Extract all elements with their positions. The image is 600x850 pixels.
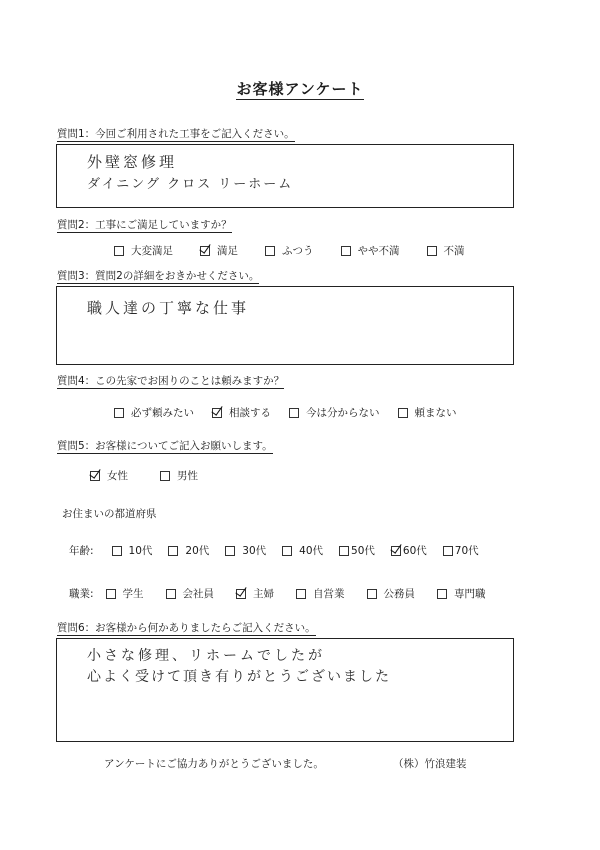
checkbox[interactable] (168, 546, 178, 556)
option-will-not-request[interactable]: 頼まない (398, 405, 457, 420)
prefecture-label: お住まいの都道府県 (62, 508, 157, 520)
thanks-message: アンケートにご協力ありがとうございました。 (104, 758, 324, 770)
question-4-label: 質問4：この先家でお困りのことは頼みますか？ (57, 375, 285, 387)
question-2-label: 質問2：工事にご満足していますか？ (57, 219, 232, 231)
option-age-50s[interactable]: 50代 (339, 543, 375, 558)
option-undecided[interactable]: 今は分からない (289, 405, 380, 420)
question-2-options (114, 243, 465, 258)
option-job-employee[interactable]: 会社員 (166, 586, 215, 601)
option-very-satisfied[interactable]: 大変満足 (114, 243, 173, 258)
checkbox[interactable] (114, 246, 124, 256)
option-age-30s[interactable]: 30代 (225, 543, 266, 558)
checkbox-checked[interactable] (90, 471, 100, 481)
question-6-answer-line-1: 小さな修理、リホームでしたが (87, 648, 325, 664)
checkbox[interactable] (114, 408, 124, 418)
option-consult[interactable]: 相談する (212, 405, 271, 420)
option-job-self-employed[interactable]: 自営業 (296, 586, 345, 601)
question-3-label: 質問3：質問2の詳細をおきかせください。 (57, 270, 260, 282)
checkbox-checked[interactable] (200, 246, 210, 256)
question-4-options (114, 405, 457, 420)
job-row (69, 586, 486, 601)
option-job-specialist[interactable]: 専門職 (437, 586, 486, 601)
checkbox[interactable] (443, 546, 453, 556)
checkbox[interactable] (398, 408, 408, 418)
option-female[interactable]: 女性 (90, 468, 128, 483)
checkbox[interactable] (339, 546, 349, 556)
option-job-student[interactable]: 学生 (106, 586, 144, 601)
gender-options (90, 468, 198, 483)
checkbox-checked[interactable] (391, 546, 401, 556)
option-normal[interactable]: ふつう (265, 243, 314, 258)
question-3-answer: 職人達の丁寧な仕事 (87, 299, 250, 317)
checkbox[interactable] (106, 589, 116, 599)
company-name: （株）竹浪建装 (393, 758, 467, 770)
option-age-10s[interactable]: 10代 (112, 543, 153, 558)
checkbox[interactable] (289, 408, 299, 418)
checkbox[interactable] (367, 589, 377, 599)
question-6-answer-line-2: 心よく受けて頂き有りがとうございました (87, 669, 391, 685)
age-row (69, 543, 479, 558)
page-title: お客様アンケート (236, 80, 364, 98)
option-male[interactable]: 男性 (160, 468, 198, 483)
checkbox[interactable] (112, 546, 122, 556)
question-1-label: 質問1：今回ご利用された工事をご記入ください。 (57, 128, 295, 140)
option-definitely-request[interactable]: 必ず頼みたい (114, 405, 194, 420)
question-1-answer-box[interactable] (56, 144, 514, 208)
option-age-70s[interactable]: 70代 (443, 543, 479, 558)
question-1-answer-line-1: 外壁窓修理 (87, 153, 178, 171)
checkbox-checked[interactable] (236, 589, 246, 599)
option-age-60s[interactable]: 60代 (391, 543, 427, 558)
checkbox[interactable] (427, 246, 437, 256)
checkbox[interactable] (225, 546, 235, 556)
question-1-answer-line-2: ダイニング クロス リーホーム (87, 177, 294, 192)
job-label: 職業: (69, 588, 94, 600)
checkbox[interactable] (160, 471, 170, 481)
checkbox[interactable] (166, 589, 176, 599)
checkbox[interactable] (437, 589, 447, 599)
checkbox[interactable] (296, 589, 306, 599)
option-somewhat-dissatisfied[interactable]: やや不満 (341, 243, 400, 258)
checkbox-checked[interactable] (212, 408, 222, 418)
question-5-label: 質問5：お客様についてご記入お願いします。 (57, 440, 273, 452)
option-age-20s[interactable]: 20代 (168, 543, 209, 558)
question-3-answer-box[interactable] (56, 286, 514, 365)
option-dissatisfied[interactable]: 不満 (427, 243, 465, 258)
option-job-civil-servant[interactable]: 公務員 (367, 586, 416, 601)
age-label: 年齢: (69, 545, 94, 557)
checkbox[interactable] (341, 246, 351, 256)
option-job-homemaker[interactable]: 主婦 (236, 586, 274, 601)
question-6-label: 質問6：お客様から何かありましたらご記入ください。 (57, 622, 316, 634)
option-age-40s[interactable]: 40代 (282, 543, 323, 558)
checkbox[interactable] (265, 246, 275, 256)
option-satisfied[interactable]: 満足 (200, 243, 238, 258)
checkbox[interactable] (282, 546, 292, 556)
question-6-answer-box[interactable] (56, 638, 514, 742)
